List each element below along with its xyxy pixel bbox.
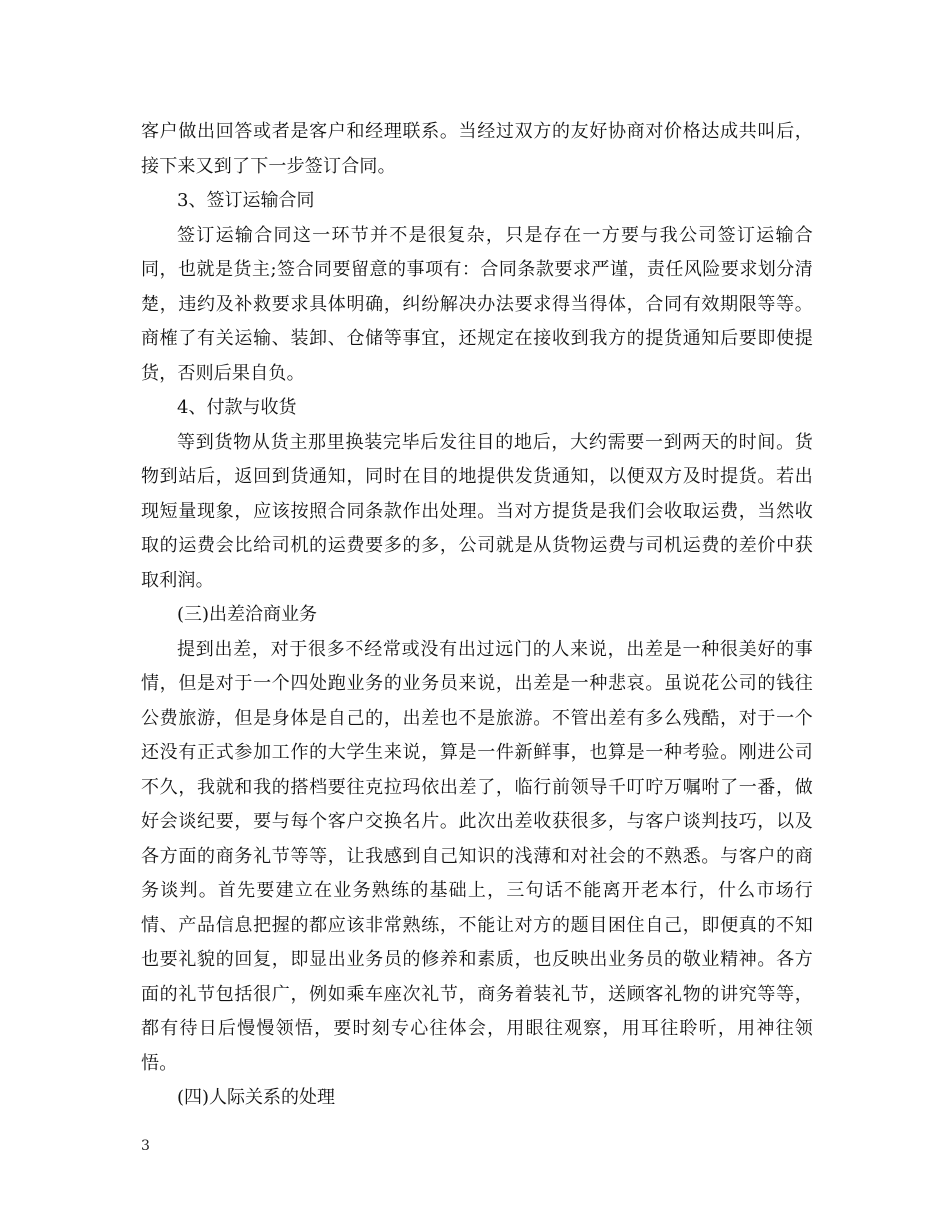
page-number: 3 bbox=[141, 1138, 150, 1154]
paragraph-business-trip: 提到出差，对于很多不经常或没有出过远门的人来说，出差是一种很美好的事情，但是对于一个四处跑业务的业务员来说，出差是一种悲哀。虽说花公司的钱往公费旅游，但是身体是自己的，出差也不是旅游。不管出差有多么残酷，对于一个还没有正式参加工作的大学生来说，算是一件新鲜事，也算是一种考验。刚进公司不久，我就和我的搭档要往克拉玛依出差了，临行前领导千叮咛万嘱咐了一番，做好会谈纪要，要与每个客户交换名片。此次出差收获很多，与客户谈判技巧，以及各方面的商务礼节等等，让我感到自己知识的浅薄和对社会的不熟悉。与客户的商务谈判。首先要建立在业务熟练的基础上，三句话不能离开老本行，什么市场行情、产品信息把握的都应该非常熟练，不能让对方的题目困住自己，即便真的不知也要礼貌的回复，即显出业务员的修养和素质，也反映出业务员的敬业精神。各方面的礼节包括很广，例如乘车座次礼节，商务着装礼节，送顾客礼物的讲究等等，都有待日后慢慢领悟，要时刻专心往体会，用眼往观察，用耳往聆听，用神往领悟。 bbox=[141, 638, 813, 1074]
heading-payment-delivery: 4、付款与收货 bbox=[177, 397, 297, 418]
heading-sign-contract: 3、签订运输合同 bbox=[177, 190, 315, 211]
document-body bbox=[141, 115, 813, 1116]
paragraph-payment-delivery: 等到货物从货主那里换装完毕后发往目的地后，大约需要一到两天的时间。货物到站后，返回到货通知，同时在目的地提供发货通知，以便双方及时提货。若出现短量现象，应该按照合同条款作出处理。当对方提货是我们会收取运费，当然收取的运费会比给司机的运费要多的多，公司就是从货物运费与司机运费的差价中获取利润。 bbox=[141, 431, 813, 591]
heading-business-trip: (三)出差洽商业务 bbox=[177, 604, 318, 625]
paragraph-sign-contract: 签订运输合同这一环节并不是很复杂，只是存在一方要与我公司签订运输合同，也就是货主;签合同要留意的事项有：合同条款要求严谨，责任风险要求划分清楚，违约及补救要求具体明确，纠纷解决办法要求得当得体，合同有效期限等等。商榷了有关运输、装卸、仓储等事宜，还规定在接收到我方的提货通知后要即使提货，否则后果自负。 bbox=[141, 224, 813, 384]
heading-interpersonal-relations: (四)人际关系的处理 bbox=[177, 1087, 336, 1108]
paragraph-contract-intro: 客户做出回答或者是客户和经理联系。当经过双方的友好协商对价格达成共叫后，接下来又到了下一步签订合同。 bbox=[141, 121, 813, 177]
